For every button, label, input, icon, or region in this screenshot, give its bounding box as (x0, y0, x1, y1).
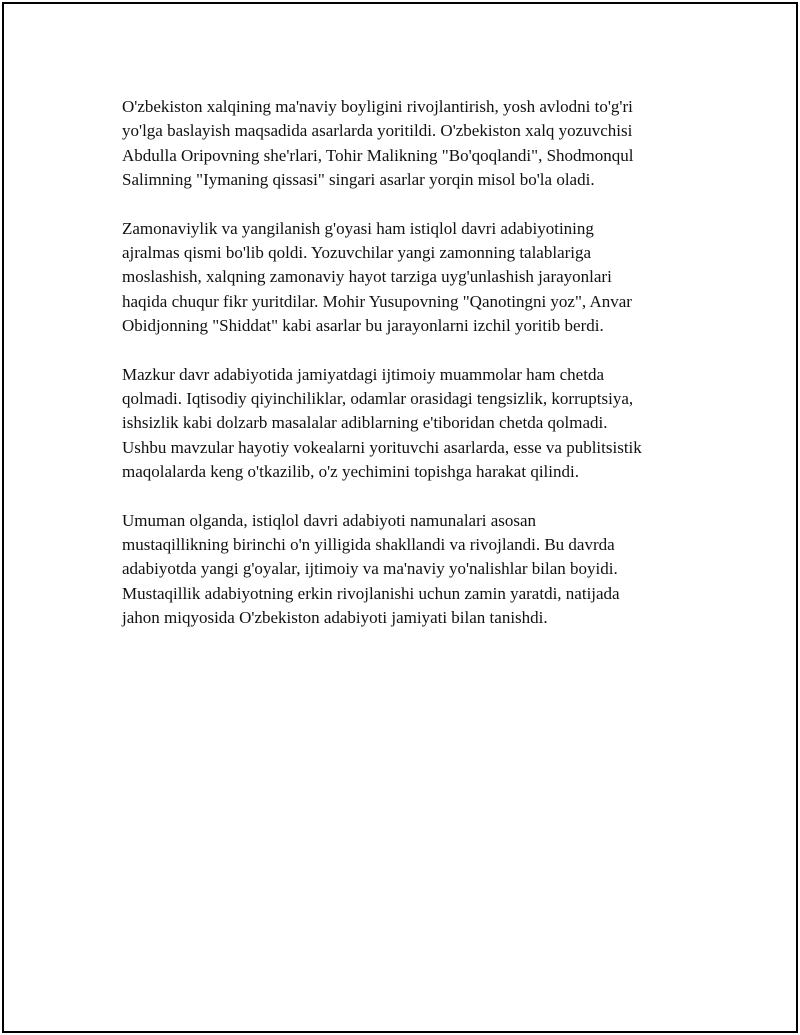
page-frame (2, 2, 798, 1033)
text-line: Ushbu mavzular hayotiy vokealarni yorituvchi asarlarda, esse va publitsistik (122, 437, 642, 457)
text-line: Salimning "Iymaning qissasi" singari asarlar yorqin misol bo'la oladi. (122, 169, 595, 189)
text-line: Umuman olganda, istiqlol davri adabiyoti namunalari asosan (122, 510, 537, 530)
text-line: Mazkur davr adabiyotida jamiyatdagi ijtimoiy muammolar ham chetda (122, 364, 604, 384)
text-line: ajralmas qismi bo'lib qoldi. Yozuvchilar yangi zamonning talablariga (122, 242, 592, 262)
text-line: haqida chuqur fikr yuritdilar. Mohir Yusupovning "Qanotingni yoz", Anvar (122, 291, 632, 311)
text-line: adabiyotda yangi g'oyalar, ijtimoiy va ma'naviy yo'nalishlar bilan boyidi. (122, 559, 618, 579)
text-line: Zamonaviylik va yangilanish g'oyasi ham istiqlol davri adabiyotining (122, 218, 594, 238)
paragraph-4 (122, 509, 712, 630)
text-line: maqolalarda keng o'tkazilib, o'z yechimini topishga harakat qilindi. (122, 461, 579, 481)
text-line: Mustaqillik adabiyotning erkin rivojlanishi uchun zamin yaratdi, natijada (122, 583, 620, 603)
text-line: jahon miqyosida O'zbekiston adabiyoti jamiyati bilan tanishdi. (122, 607, 548, 627)
document-body (122, 95, 712, 655)
text-line: yo'lga baslayish maqsadida asarlarda yoritildi. O'zbekiston xalq yozuvchisi (122, 121, 633, 141)
paragraph-1 (122, 95, 712, 192)
paragraph-3 (122, 363, 712, 484)
text-line: moslashish, xalqning zamonaviy hayot tarziga uyg'unlashish jarayonlari (122, 267, 612, 287)
text-line: mustaqillikning birinchi o'n yilligida shakllandi va rivojlandi. Bu davrda (122, 534, 615, 554)
text-line: Abdulla Oripovning she'rlari, Tohir Malikning "Bo'qoqlandi", Shodmonqul (122, 145, 634, 165)
text-line: qolmadi. Iqtisodiy qiyinchiliklar, odamlar orasidagi tengsizlik, korruptsiya, (122, 388, 634, 408)
text-line: Obidjonning "Shiddat" kabi asarlar bu jarayonlarni izchil yoritib berdi. (122, 315, 604, 335)
text-line: O'zbekiston xalqining ma'naviy boyligini rivojlantirish, yosh avlodni to'g'ri (122, 97, 633, 116)
paragraph-2 (122, 217, 712, 338)
text-line: ishsizlik kabi dolzarb masalalar adiblarning e'tiboridan chetda qolmadi. (122, 413, 608, 433)
